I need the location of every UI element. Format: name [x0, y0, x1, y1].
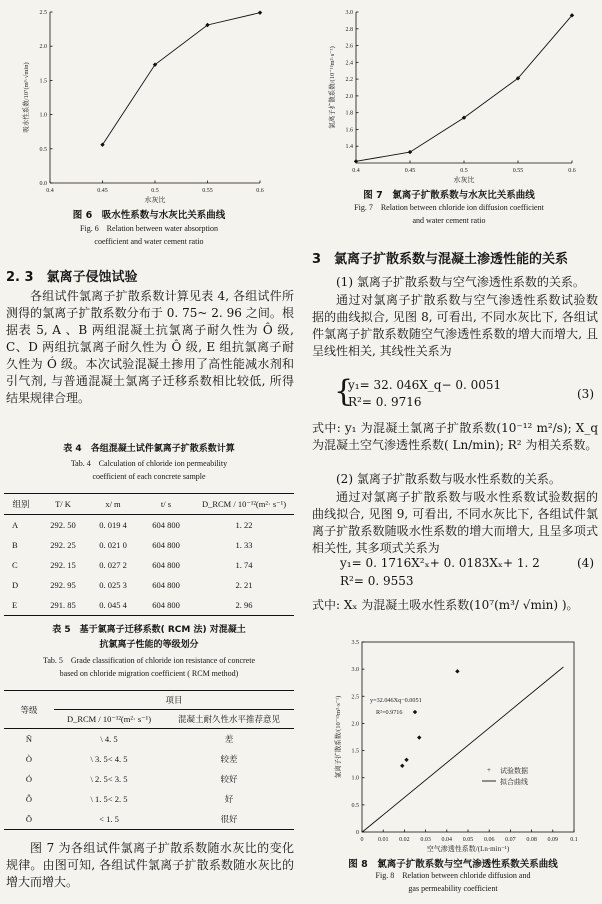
equation-3-line2: R²= 0. 9716 — [348, 395, 422, 409]
table5-caption-en-line1: Tab. 5 Grade classification of chloride ion resistance of concrete — [42, 656, 256, 665]
data-point — [404, 758, 408, 762]
fit-equation-text: y=32.046Xq−0.0051 — [370, 697, 422, 704]
table-cell: 292. 15 — [50, 560, 76, 570]
data-line — [356, 15, 572, 161]
table-row — [4, 769, 294, 789]
table5-caption-en-line2: based on chloride migration coefficient ( RCM method) — [59, 669, 239, 678]
section-2-3-heading: 2. 3 氯离子侵蚀试验 — [6, 270, 138, 285]
table4 — [4, 493, 294, 616]
x-tick-label: 0.4 — [46, 188, 54, 194]
x-tick-label: 0 — [360, 837, 364, 843]
table-cell: 差 — [224, 734, 234, 744]
table-cell: Ô — [25, 794, 33, 804]
equation-3-line1: y₁= 32. 046X_q− 0. 0051 — [348, 378, 502, 392]
table-cell: Ñ — [25, 734, 33, 744]
table5-caption-cn-line2: 抗氯离子性能的等级划分 — [99, 640, 199, 650]
table-cell: \ 2. 5< 3. 5 — [90, 774, 128, 784]
equation-3 — [312, 375, 598, 413]
table-cell: 0. 027 2 — [99, 560, 127, 570]
figure8-caption-en — [304, 869, 602, 895]
y-axis-title: 氯离子扩散系数/(10⁻¹²m²·s⁻¹) — [329, 46, 336, 129]
figure6-caption-en — [0, 222, 298, 248]
table-row — [4, 535, 294, 555]
figure7-caption-cn: 图 7 氯离子扩散系数与水灰比关系曲线 — [363, 190, 535, 201]
x-tick-label: 0.45 — [404, 168, 416, 174]
y-tick-label: 1.0 — [39, 112, 47, 119]
x-tick-label: 0.6 — [568, 168, 576, 174]
table-cell: \ 4. 5 — [100, 734, 118, 744]
x-tick-label: 0.1 — [570, 837, 578, 843]
y-tick-label: 2.6 — [345, 43, 353, 50]
section-3-paragraph-3: 式中: y₁ 为混凝土氯离子扩散系数(10⁻¹² m²/s); X_q 为混凝土空气渗透性系数( Ln/min); R² 为相关系数。 — [312, 421, 598, 452]
table5-caption-cn — [0, 623, 298, 653]
y-tick-label: 0 — [356, 830, 359, 836]
y-tick-label: 2.2 — [345, 77, 353, 84]
table-row — [4, 749, 294, 769]
figure6-caption-en-line2: coefficient and water cement ratio — [94, 237, 204, 246]
table-cell: 292. 25 — [50, 540, 76, 550]
table-cell: D — [12, 580, 19, 590]
y-tick-label: 1.6 — [345, 127, 353, 134]
x-tick-label: 0.08 — [526, 837, 537, 843]
y-tick-label: 3.0 — [351, 667, 359, 674]
figure8-caption-cn: 图 8 氯离子扩散系数与空气渗透性系数关系曲线 — [348, 859, 558, 870]
y-tick-label: 2.0 — [351, 721, 359, 728]
y-tick-label: 2.0 — [39, 44, 47, 51]
figure7-caption-en-line1: Fig. 7 Relation between chloride ion diffusion coefficient — [354, 203, 544, 212]
table-cell: 604 800 — [152, 540, 180, 550]
x-tick-label: 0.45 — [97, 188, 108, 194]
equation-4-number: (4) — [577, 556, 594, 570]
table5-caption-cn-line1: 表 5 基于氯离子迁移系数( RCM 法) 对混凝土 — [52, 625, 246, 635]
y-tick-label: 2.0 — [345, 93, 353, 100]
section-3-paragraph-5: 通过对氯离子扩散系数与吸水性系数试验数据的曲线拟合, 见图 9, 可看出, 不同水灰比下, 各组试件氯离子扩散系数随吸水性系数的增大而增大, 且呈多项式相关性, 其多项式关系为 — [312, 490, 598, 555]
table5-caption-en — [0, 654, 298, 680]
data-point — [258, 10, 262, 14]
y-tick-label: 1.8 — [345, 110, 353, 117]
table-row — [4, 789, 294, 809]
table-cell: Ó — [25, 774, 33, 784]
y-tick-label: 0.5 — [351, 802, 359, 809]
data-line — [103, 13, 261, 145]
y-tick-label: 3.5 — [351, 640, 359, 646]
x-tick-label: 0.03 — [420, 837, 431, 843]
table-cell: 0. 025 3 — [99, 580, 127, 590]
x-tick-label: 0.55 — [202, 188, 213, 194]
table-row — [4, 515, 294, 536]
table4-header: t/ s — [160, 499, 172, 509]
table4-caption-cn: 表 4 各组混凝土试件氯离子扩散系数计算 — [63, 444, 235, 454]
data-point — [408, 150, 412, 154]
figure6-caption-en-line1: Fig. 6 Relation between water absorption — [80, 224, 218, 233]
table-cell: 604 800 — [152, 560, 180, 570]
table-row — [4, 575, 294, 595]
y-tick-label: 2.8 — [345, 26, 353, 33]
table4-header: D_RCM / 10⁻¹²(m²· s⁻¹) — [201, 498, 287, 509]
table-cell: 1. 22 — [235, 520, 253, 530]
y-tick-label: 0.0 — [39, 181, 47, 187]
table-cell: 604 800 — [152, 580, 180, 590]
legend-points-label: 试验数据 — [500, 767, 528, 775]
table4-header: 组别 — [12, 499, 30, 509]
figure8-caption-en-line1: Fig. 8 Relation between chloride diffusion and — [375, 871, 531, 880]
x-tick-label: 0.55 — [512, 168, 524, 174]
x-axis-title: 空气渗透性系数/(Ln·min⁻¹) — [426, 845, 510, 853]
x-tick-label: 0.4 — [352, 168, 360, 174]
table-cell: 604 800 — [152, 600, 180, 610]
table-cell: 0. 021 0 — [99, 540, 127, 550]
y-axis-title: 吸水性系数/10⁷(m³·√min) — [23, 62, 30, 133]
x-tick-label: 0.09 — [547, 837, 559, 843]
section-3-paragraph-2: 通过对氯离子扩散系数与空气渗透性系数试验数据的曲线拟合, 见图 8, 可看出, 不同水灰比下, 各组试件氯离子扩散系数随空气渗透性系数的增大而增大, 且呈线性相关, 其线性关系为 — [312, 293, 598, 358]
equation-4 — [312, 556, 598, 590]
table5-header-grade: 等级 — [4, 691, 54, 729]
table-cell: 292. 95 — [50, 580, 76, 590]
x-tick-label: 0.5 — [151, 188, 159, 194]
figure7-description-paragraph: 图 7 为各组试件氯离子扩散系数随水灰比的变化规律。由图可知, 各组试件氯离子扩散系数随水灰比的增大而增大。 — [6, 841, 294, 889]
table-cell: 2. 21 — [235, 580, 253, 590]
table-cell: \ 3. 5< 4. 5 — [90, 754, 128, 764]
y-tick-label: 1.0 — [351, 775, 359, 782]
x-tick-label: 0.02 — [399, 837, 410, 843]
figure8-caption-en-line2: gas permeability coefficient — [408, 884, 498, 893]
x-tick-label: 0.5 — [460, 168, 468, 174]
data-point — [417, 735, 421, 739]
table-cell: 2. 96 — [235, 600, 253, 610]
fit-r2-text: R²=0.9716 — [376, 709, 403, 716]
table-row — [4, 595, 294, 616]
table-row — [4, 729, 294, 750]
figure7-chart — [304, 0, 602, 186]
y-tick-label: 1.4 — [345, 144, 353, 151]
table4-caption-en-line2: coefficient of each concrete sample — [92, 472, 206, 481]
plot-frame — [362, 642, 574, 832]
table4-header: x/ m — [105, 499, 121, 509]
y-tick-label: 2.4 — [345, 60, 353, 67]
table-cell: 604 800 — [152, 520, 180, 530]
x-tick-label: 0.6 — [256, 188, 264, 194]
legend-line-label: 拟合曲线 — [500, 778, 528, 786]
section-3-paragraph-1: (1) 氯离子扩散系数与空气渗透性系数的关系。 — [336, 275, 585, 289]
table-cell: 291. 85 — [50, 600, 76, 610]
table-cell: Õ — [25, 814, 33, 824]
x-axis-title: 水灰比 — [144, 196, 166, 204]
equation-4-line1: y₁= 0. 1716X²ₓ+ 0. 0183Xₓ+ 1. 2 — [340, 556, 540, 570]
table-cell: A — [12, 520, 19, 530]
table-cell: \ 1. 5< 2. 5 — [90, 794, 128, 804]
table-row — [4, 555, 294, 575]
table-cell: Ò — [25, 754, 33, 764]
table-cell: E — [12, 600, 18, 610]
table-cell: C — [12, 560, 18, 570]
x-axis-title: 水灰比 — [453, 176, 475, 184]
x-tick-label: 0.06 — [483, 837, 495, 843]
figure7-caption-en — [304, 201, 594, 227]
data-point — [455, 669, 459, 673]
fit-line — [362, 667, 563, 832]
y-tick-label: 3.0 — [345, 10, 353, 16]
table-cell: 0. 045 4 — [99, 600, 127, 610]
legend-marker-icon: + — [487, 766, 491, 774]
table5 — [4, 690, 294, 830]
y-axis-title: 氯离子扩散系数/(10⁻¹²m²·s⁻¹) — [335, 695, 342, 779]
section-3-paragraph-6: 式中: Xₓ 为混凝土吸水性系数(10⁷(m³/ √min) )。 — [312, 598, 579, 612]
table4-caption-en-line1: Tab. 4 Calculation of chloride ion permeability — [70, 459, 228, 468]
x-tick-label: 0.05 — [462, 837, 474, 843]
section-2-3-paragraph: 各组试件氯离子扩散系数计算见表 4, 各组试件所测得的氯离子扩散系数分布于 0. 75~ 2. 96 之间。根据表 5, A 、B 两组混凝土抗氯离子耐久性为 Ô 级, C、D 两组抗氯离子耐久性为 Ô 级, E 组抗氯离子耐久性为 Ó 级。本次试验混凝土掺用了高性能减水剂和引气剂, 与普通混凝土氯离子迁移系数相比较低, 所得结果规律合理。 — [6, 289, 294, 405]
table-cell: B — [12, 540, 18, 550]
table4-caption-en — [0, 457, 298, 483]
y-tick-label: 2.5 — [351, 694, 359, 701]
table-cell: 292. 50 — [50, 520, 76, 530]
table-cell: 1. 74 — [235, 560, 253, 570]
data-point — [400, 764, 404, 768]
data-point — [413, 710, 417, 714]
section-3-heading: 3 氯离子扩散系数与混凝土渗透性能的关系 — [312, 252, 569, 267]
table-cell: 好 — [224, 794, 234, 804]
table-cell: 0. 019 4 — [99, 520, 127, 530]
table-cell: 较差 — [220, 754, 238, 764]
table-cell: 很好 — [220, 814, 238, 824]
table-cell: 1. 33 — [235, 540, 253, 550]
figure8-chart — [304, 618, 602, 858]
x-tick-label: 0.07 — [505, 837, 516, 843]
table5-header-item: 项目 — [54, 691, 294, 710]
table-cell: 较好 — [220, 774, 238, 784]
table5-header-recommendation: 混凝土耐久性水平推荐意见 — [177, 714, 280, 724]
equation-4-line2: R²= 0. 9553 — [340, 574, 414, 588]
equation-3-number: (3) — [577, 387, 594, 401]
section-3-paragraph-4: (2) 氯离子扩散系数与吸水性系数的关系。 — [336, 472, 561, 486]
y-tick-label: 2.5 — [39, 10, 47, 16]
table5-header-d: D_RCM / 10⁻¹²(m²· s⁻¹) — [66, 713, 152, 724]
figure6-chart — [0, 0, 298, 206]
table4-header: T/ K — [55, 499, 71, 509]
x-tick-label: 0.04 — [441, 837, 453, 843]
figure6-caption-cn: 图 6 吸水性系数与水灰比关系曲线 — [72, 210, 226, 221]
y-tick-label: 0.5 — [39, 146, 47, 153]
table-row — [4, 809, 294, 830]
table-cell: < 1. 5 — [99, 814, 119, 824]
x-tick-label: 0.01 — [377, 837, 389, 843]
y-tick-label: 1.5 — [351, 748, 359, 755]
y-tick-label: 1.5 — [39, 78, 47, 85]
equation-3-brace: { — [334, 374, 354, 409]
figure7-caption-en-line2: and water cement ratio — [412, 216, 486, 225]
